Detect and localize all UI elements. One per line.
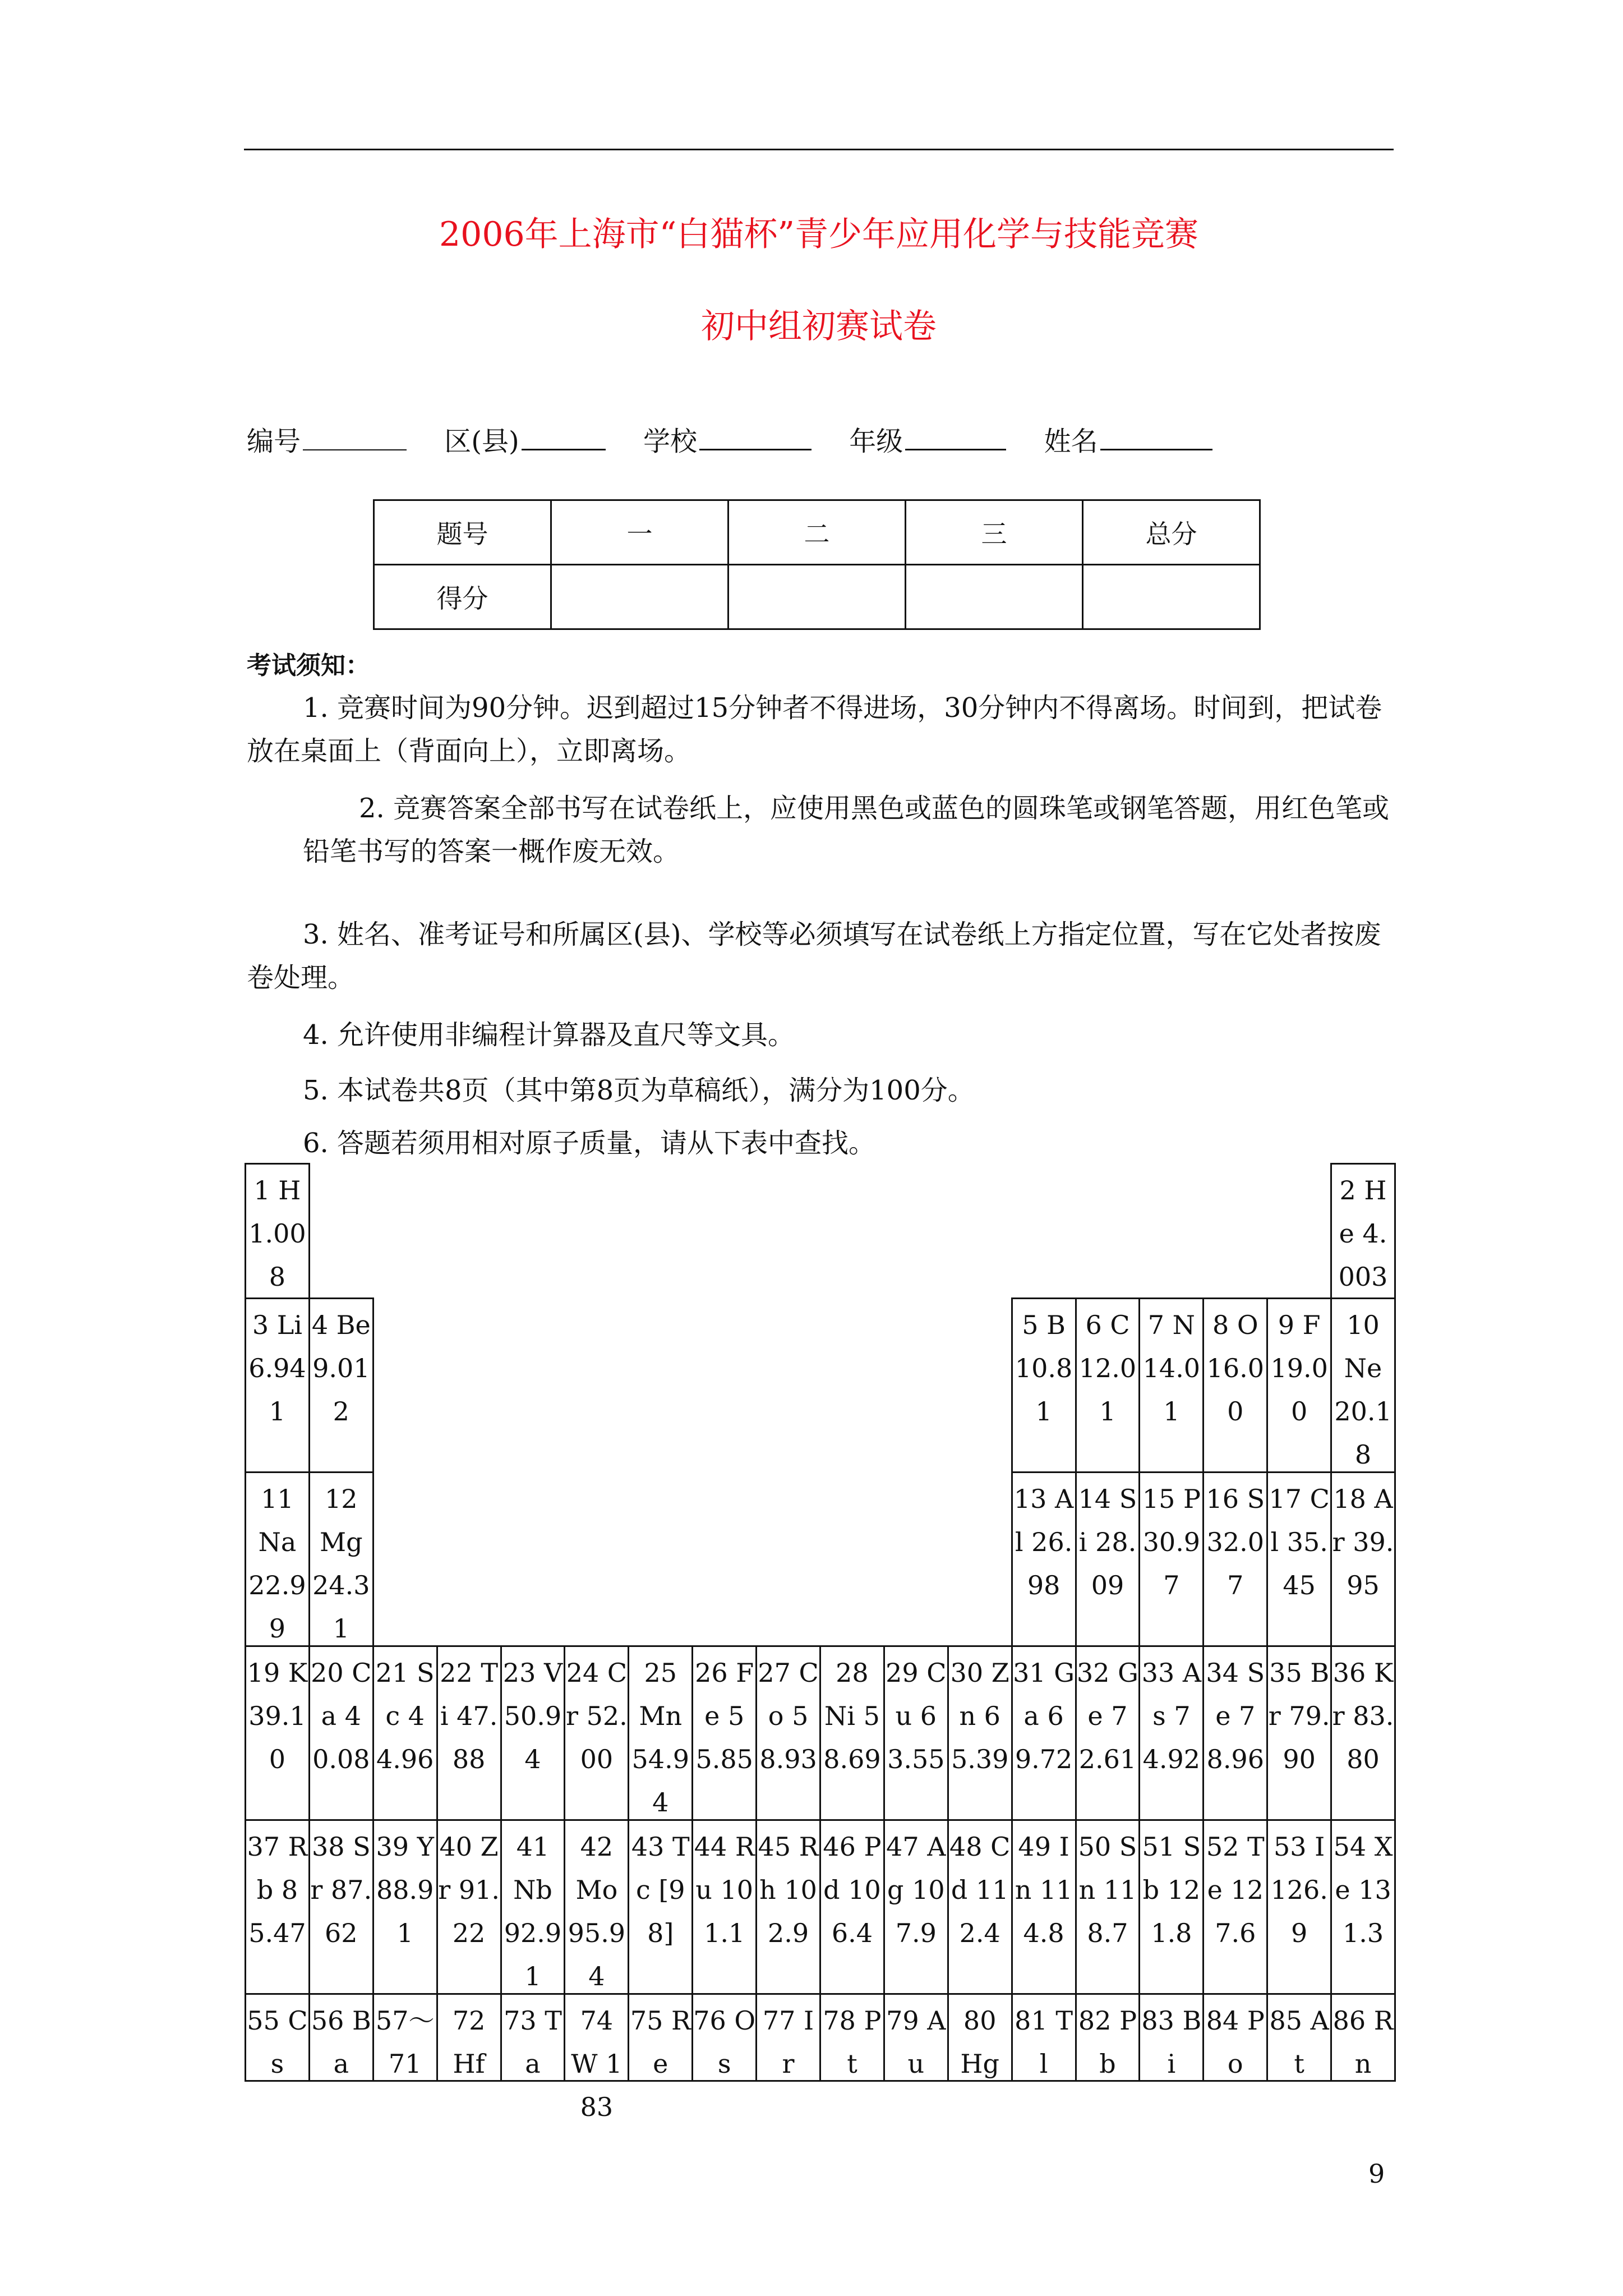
element-cell: 78 Pt [819,1993,885,2082]
notice-item: 5. 本试卷共8页（其中第8页为草稿纸），满分为100分。 [303,1075,975,1106]
element-cell: 32 Ge 72.61 [1075,1645,1141,1821]
element-cell: 57～71 [372,1993,438,2082]
element-cell: 25 Mn 54.94 [628,1645,693,1821]
school-blank[interactable] [699,425,811,450]
element-cell: 45 Rh 102.9 [755,1819,821,1995]
notice-item: 4. 允许使用非编程计算器及直尺等文具。 [303,1019,795,1051]
element-cell: 7 N 14.01 [1138,1297,1204,1473]
element-cell: 41 Nb 92.91 [500,1819,566,1995]
element-cell: 72 Hf [436,1993,502,2082]
score-header-cell: 题号 [374,500,551,565]
element-cell: 27 Co 58.93 [755,1645,821,1821]
score-header-cell: 二 [728,500,906,565]
element-cell: 29 Cu 63.55 [883,1645,949,1821]
element-cell: 15 P 30.97 [1138,1471,1204,1647]
score-cell[interactable] [906,565,1083,629]
element-cell: 46 Pd 106.4 [819,1819,885,1995]
element-cell: 55 Cs [245,1993,310,2082]
exam-subtitle: 初中组初赛试卷 [701,307,937,346]
element-cell: 75 Re [628,1993,693,2082]
exam-title: 2006年上海市“白猫杯”青少年应用化学与技能竞赛 [439,215,1199,254]
element-cell: 54 Xe 131.3 [1330,1819,1396,1995]
element-cell: 39 Y 88.91 [372,1819,438,1995]
element-cell: 28 Ni 58.69 [819,1645,885,1821]
element-cell: 14 Si 28.09 [1075,1471,1141,1647]
notice-item: 6. 答题若须用相对原子质量，请从下表中查找。 [303,1128,876,1159]
score-header-row [374,500,1260,565]
field-name: 姓名 [1044,420,1212,458]
element-cell: 40 Zr 91.22 [436,1819,502,1995]
element-cell: 3 Li 6.941 [245,1297,310,1473]
element-cell: 21 Sc 44.96 [372,1645,438,1821]
element-cell: 4 Be 9.012 [308,1297,374,1473]
element-cell: 17 Cl 35.45 [1266,1471,1332,1647]
element-cell: 77 Ir [755,1993,821,2082]
element-cell: 33 As 74.92 [1138,1645,1204,1821]
number-blank[interactable] [303,426,407,450]
element-cell: 19 K 39.10 [245,1645,310,1821]
notice-item: 3. 姓名、准考证号和所属区(县)、学校等必须填写在试卷纸上方指定位置，写在它处者按废卷处理。 [247,919,1381,993]
element-cell: 36 Kr 83.80 [1330,1645,1396,1821]
element-cell: 35 Br 79.90 [1266,1645,1332,1821]
element-cell: 74 W 183 [564,1993,629,2082]
score-cell[interactable] [1083,565,1260,629]
element-cell: 50 Sn 118.7 [1075,1819,1141,1995]
element-cell: 24 Cr 52.00 [564,1645,629,1821]
element-cell: 23 V 50.94 [500,1645,566,1821]
element-cell: 83 Bi [1138,1993,1204,2082]
grade-blank[interactable] [905,425,1006,450]
element-cell: 80 Hg [947,1993,1013,2082]
element-cell: 30 Zn 65.39 [947,1645,1013,1821]
element-cell: 6 C 12.01 [1075,1297,1141,1473]
element-cell: 34 Se 78.96 [1202,1645,1268,1821]
element-cell: 16 S 32.07 [1202,1471,1268,1647]
notice-heading: 考试须知： [247,651,370,680]
element-cell: 10 Ne 20.18 [1330,1297,1396,1473]
element-cell: 22 Ti 47.88 [436,1645,502,1821]
score-row-label: 得分 [374,565,551,629]
field-grade: 年级 [849,420,1006,458]
score-row [374,565,1260,629]
element-cell: 76 Os [691,1993,757,2082]
element-cell: 81 Tl [1011,1993,1077,2082]
notice-item: 1. 竞赛时间为90分钟。迟到超过15分钟者不得进场，30分钟内不得离场。时间到，把试卷放在桌面上（背面向上），立即离场。 [247,692,1382,767]
page-number: 9 [1368,2159,1385,2189]
element-cell: 26 Fe 55.85 [691,1645,757,1821]
element-cell: 9 F 19.00 [1266,1297,1332,1473]
element-cell: 51 Sb 121.8 [1138,1819,1204,1995]
score-cell[interactable] [551,565,728,629]
element-cell: 82 Pb [1075,1993,1141,2082]
periodic-table [245,1163,1394,2122]
element-cell: 86 Rn [1330,1993,1396,2082]
element-cell: 56 Ba [308,1993,374,2082]
element-cell: 20 Ca 40.08 [308,1645,374,1821]
element-cell: 49 In 114.8 [1011,1819,1077,1995]
score-header-cell: 三 [906,500,1083,565]
field-school: 学校 [643,420,811,458]
element-cell: 73 Ta [500,1993,566,2082]
element-cell: 85 At [1266,1993,1332,2082]
element-cell: 18 Ar 39.95 [1330,1471,1396,1647]
element-cell: 13 Al 26.98 [1011,1471,1077,1647]
element-cell: 84 Po [1202,1993,1268,2082]
element-cell: 38 Sr 87.62 [308,1819,374,1995]
field-number: 编号 [247,420,407,458]
element-cell: 48 Cd 112.4 [947,1819,1013,1995]
score-header-cell: 总分 [1083,500,1260,565]
element-cell: 5 B 10.81 [1011,1297,1077,1473]
district-blank[interactable] [522,425,606,450]
notice-item: 2. 竞赛答案全部书写在试卷纸上，应使用黑色或蓝色的圆珠笔或钢笔答题，用红色笔或铅笔书写的答案一概作废无效。 [303,793,1390,867]
score-cell[interactable] [728,565,906,629]
element-cell: 79 Au [883,1993,949,2082]
element-cell: 43 Tc [98] [628,1819,693,1995]
element-cell: 8 O 16.00 [1202,1297,1268,1473]
element-cell: 52 Te 127.6 [1202,1819,1268,1995]
element-cell: 37 Rb 85.47 [245,1819,310,1995]
header-rule [244,149,1394,150]
element-cell: 31 Ga 69.72 [1011,1645,1077,1821]
element-cell: 42 Mo 95.94 [564,1819,629,1995]
element-cell: 53 I 126.9 [1266,1819,1332,1995]
score-header-cell: 一 [551,500,728,565]
element-cell: 11 Na 22.99 [245,1471,310,1647]
element-cell: 47 Ag 107.9 [883,1819,949,1995]
element-cell: 1 H 1.008 [245,1163,310,1299]
name-blank[interactable] [1100,425,1212,450]
element-cell: 12 Mg 24.31 [308,1471,374,1647]
element-cell: 44 Ru 101.1 [691,1819,757,1995]
candidate-info-fields [247,420,1242,458]
element-cell: 2 He 4.003 [1330,1163,1396,1299]
score-table [373,499,1261,630]
field-district: 区(县) [444,420,605,458]
